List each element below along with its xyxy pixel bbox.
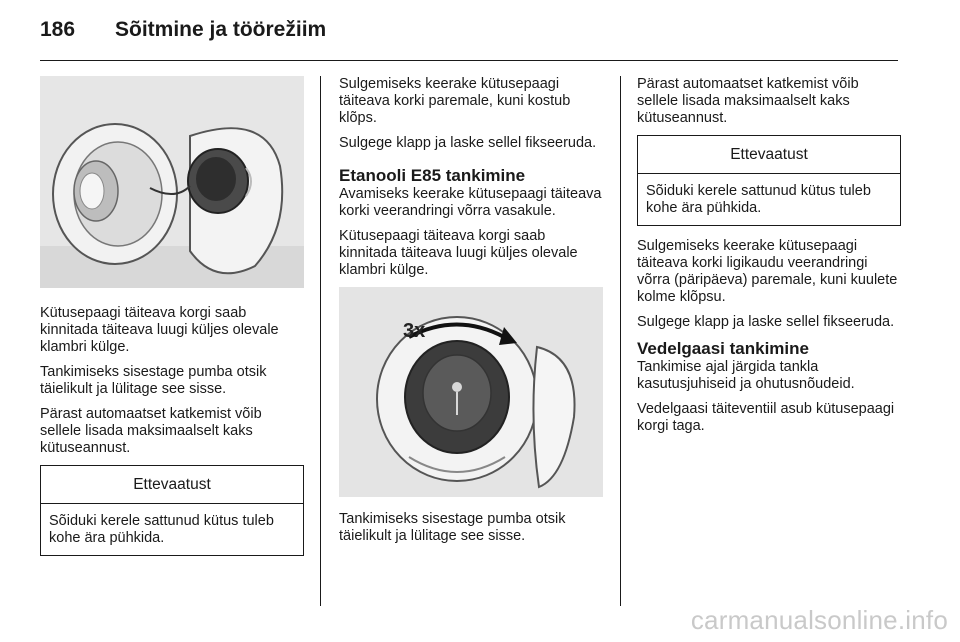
paragraph: Sulgemiseks keerake kütusepaagi täiteava korki ligikaudu veerandringi võrra (päripäeva) paremale, kuni kuulete kolme klõpsu. [637, 238, 898, 305]
rotation-count-label: 3x [403, 320, 426, 342]
paragraph: Pärast automaatset katkemist võib sellele lisada maksimaalselt kaks kütuseannust. [637, 76, 859, 126]
fuel-cap-photo [40, 76, 304, 288]
column-2 [339, 76, 603, 553]
caution-box [637, 135, 901, 226]
page-number: 186 [40, 18, 76, 41]
paragraph: Tankimiseks sisestage pumba otsik täielikult ja lülitage see sisse. [339, 511, 566, 544]
caution-title: Ettevaatust [638, 136, 900, 174]
paragraph: Avamiseks keerake kütusepaagi täiteava korki veerandringi võrra vasakule. [339, 186, 602, 219]
section-heading-lpg: Vedelgaasi tankimine [637, 339, 809, 358]
paragraph: Sulgege klapp ja laske sellel fikseeruda. [637, 314, 895, 330]
caution-title: Ettevaatust [41, 466, 303, 504]
page-header [40, 18, 326, 48]
section-heading-e85: Etanooli E85 tankimine [339, 166, 526, 185]
fuel-cap-illustration [40, 76, 304, 288]
column-1 [40, 76, 304, 568]
caution-text: Sõiduki kerele sattunud kütus tuleb kohe ära pühkida. [49, 513, 274, 546]
paragraph: Kütusepaagi täiteava korgi saab kinnitada täiteava luugi küljes olevale klambri külge. [339, 228, 578, 278]
paragraph: Pärast automaatset katkemist võib sellele lisada maksimaalselt kaks kütuseannust. [40, 406, 262, 456]
e85-cap-illustration [339, 287, 603, 497]
page-title: Sõitmine ja töörežiim [115, 18, 327, 41]
caution-box [40, 465, 304, 556]
caution-text: Sõiduki kerele sattunud kütus tuleb kohe ära pühkida. [646, 183, 871, 216]
header-rule [40, 60, 898, 61]
column-divider-2 [620, 76, 621, 606]
column-3 [637, 76, 901, 443]
paragraph: Vedelgaasi täiteventiil asub kütusepaagi korgi taga. [637, 401, 895, 434]
paragraph: Tankimiseks sisestage pumba otsik täielikult ja lülitage see sisse. [40, 364, 267, 397]
paragraph: Tankimise ajal järgida tankla kasutusjuhiseid ja ohutusnõudeid. [637, 359, 855, 392]
paragraph: Sulgemiseks keerake kütusepaagi täiteava korki paremale, kuni kostub klõps. [339, 76, 571, 126]
e85-cap-photo [339, 287, 603, 497]
paragraph: Kütusepaagi täiteava korgi saab kinnitada täiteava luugi küljes olevale klambri külge. [40, 305, 279, 355]
column-divider-1 [320, 76, 321, 606]
paragraph: Sulgege klapp ja laske sellel fikseeruda. [339, 135, 597, 151]
watermark: carmanualsonline.info [690, 605, 948, 635]
